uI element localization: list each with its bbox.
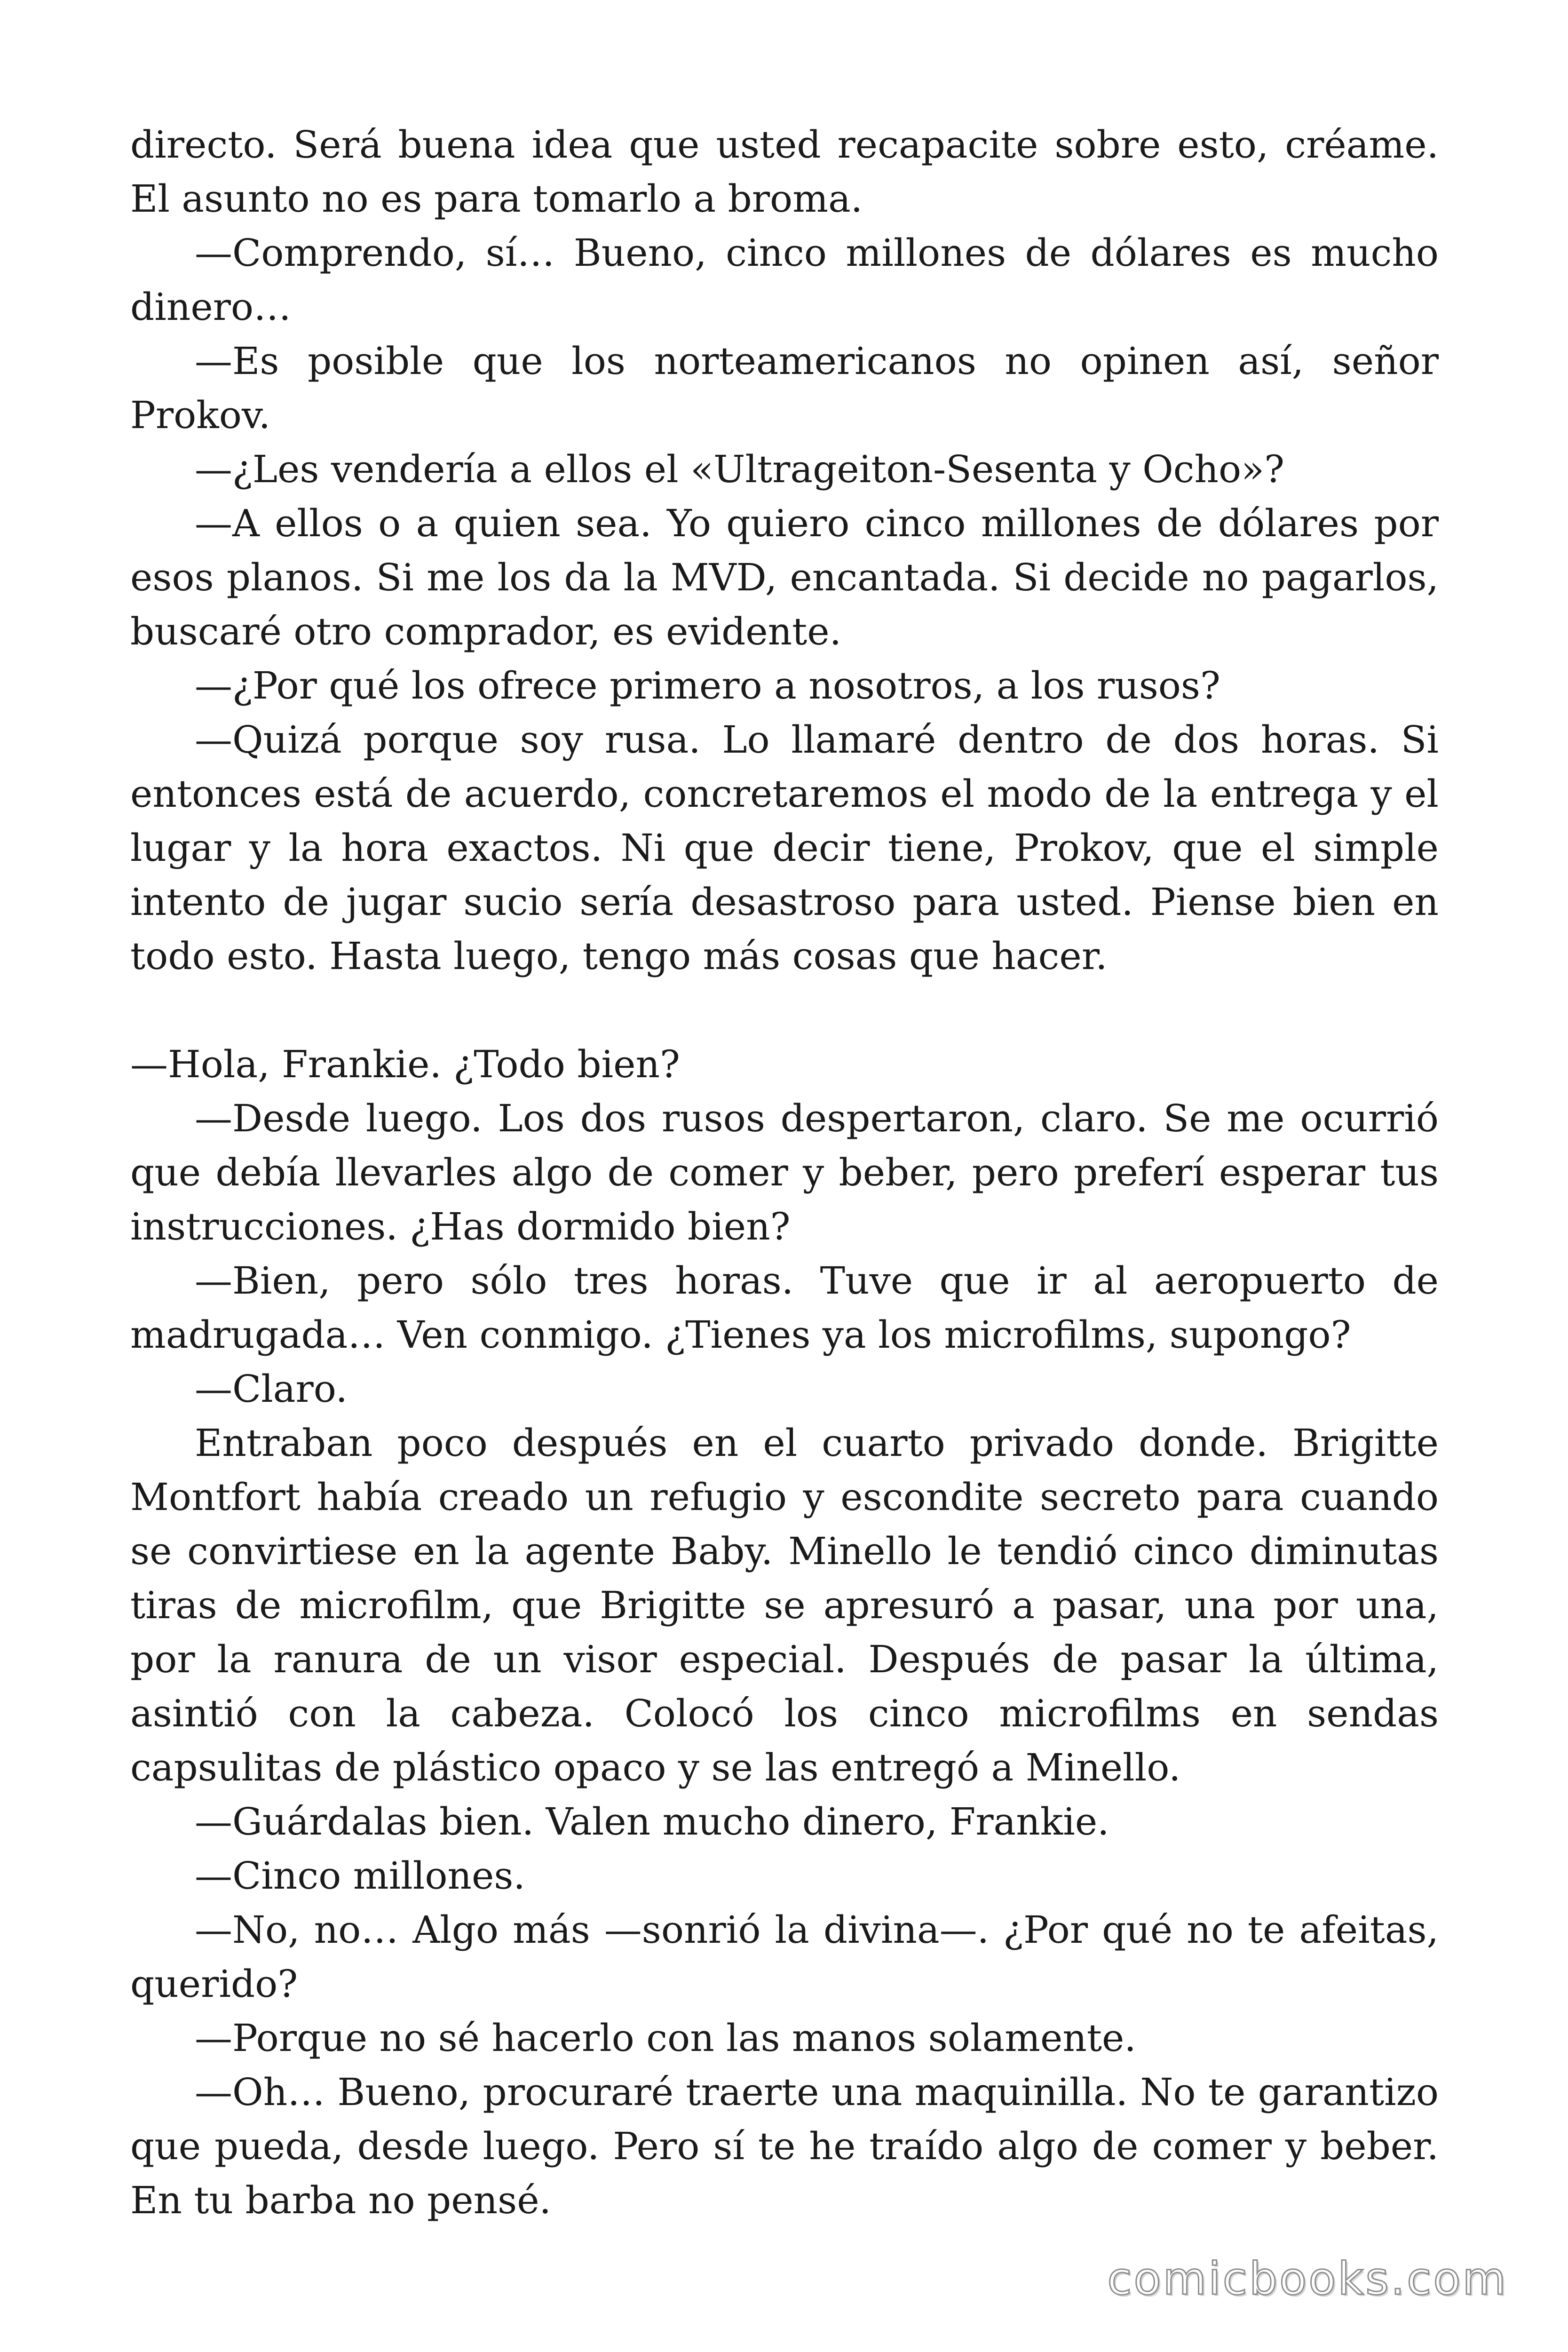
paragraph-10: —Bien, pero sólo tres horas. Tuve que ir al aeropuerto de madrugada… Ven conmigo. ¿Tienes ya los microfilms, supongo? (130, 1259, 1439, 1357)
paragraph-5: —A ellos o a quien sea. Yo quiero cinco millones de dólares por esos planos. Si me los da la MVD, encantada. Si decide no pagarlos, buscaré otro comprador, es evidente. (130, 501, 1439, 653)
paragraph-13: —Guárdalas bien. Valen mucho dinero, Frankie. (195, 1800, 1109, 1843)
paragraph-12: Entraban poco después en el cuarto privado donde. Brigitte Montfort había creado un refugio y escondite secreto para cuando se convirtiese en la agente Baby. Minello le tendió cinco diminutas tiras de microfilm, que Brigitte se apresuró a pasar, una por una, por la ranura de un visor especial. Después de pasar la última, asintió con la cabeza. Colocó los cinco microfilms en sendas capsulitas de plástico opaco y se las entregó a Minello. (130, 1421, 1439, 1789)
paragraph-4: —¿Les vendería a ellos el «Ultrageiton-Sesenta y Ocho»? (195, 447, 1284, 491)
paragraph-17: —Oh… Bueno, procuraré traerte una maquinilla. No te garantizo que pueda, desde luego. Pero sí te he traído algo de comer y beber. En tu barba no pensé. (130, 2070, 1439, 2222)
page-body (130, 118, 1439, 2227)
paragraph-7: —Quizá porque soy rusa. Lo llamaré dentro de dos horas. Si entonces está de acuerdo, concretaremos el modo de la entrega y el lugar y la hora exactos. Ni que decir tiene, Prokov, que el simple intento de jugar sucio sería desastroso para usted. Piense bien en todo esto. Hasta luego, tengo más cosas que hacer. (130, 718, 1439, 978)
paragraph-15: —No, no… Algo más —sonrió la divina—. ¿Por qué no te afeitas, querido? (130, 1908, 1439, 2006)
paragraph-3: —Es posible que los norteamericanos no opinen así, señor Prokov. (130, 339, 1439, 437)
watermark: comicbooks.com (1107, 2253, 1508, 2305)
paragraph-9: —Desde luego. Los dos rusos despertaron, claro. Se me ocurrió que debía llevarles algo de comer y beber, pero preferí esperar tus instrucciones. ¿Has dormido bien? (130, 1097, 1439, 1248)
paragraph-2: —Comprendo, sí… Bueno, cinco millones de dólares es mucho dinero… (130, 231, 1439, 329)
paragraph-6: —¿Por qué los ofrece primero a nosotros, a los rusos? (195, 664, 1220, 707)
paragraph-16: —Porque no sé hacerlo con las manos solamente. (195, 2016, 1136, 2060)
paragraph-1: directo. Será buena idea que usted recapacite sobre esto, créame. El asunto no es para tomarlo a broma. (130, 123, 1439, 221)
paragraph-11: —Claro. (195, 1367, 348, 1411)
paragraph-14: —Cinco millones. (195, 1854, 525, 1898)
paragraph-8: —Hola, Frankie. ¿Todo bien? (130, 1042, 680, 1086)
